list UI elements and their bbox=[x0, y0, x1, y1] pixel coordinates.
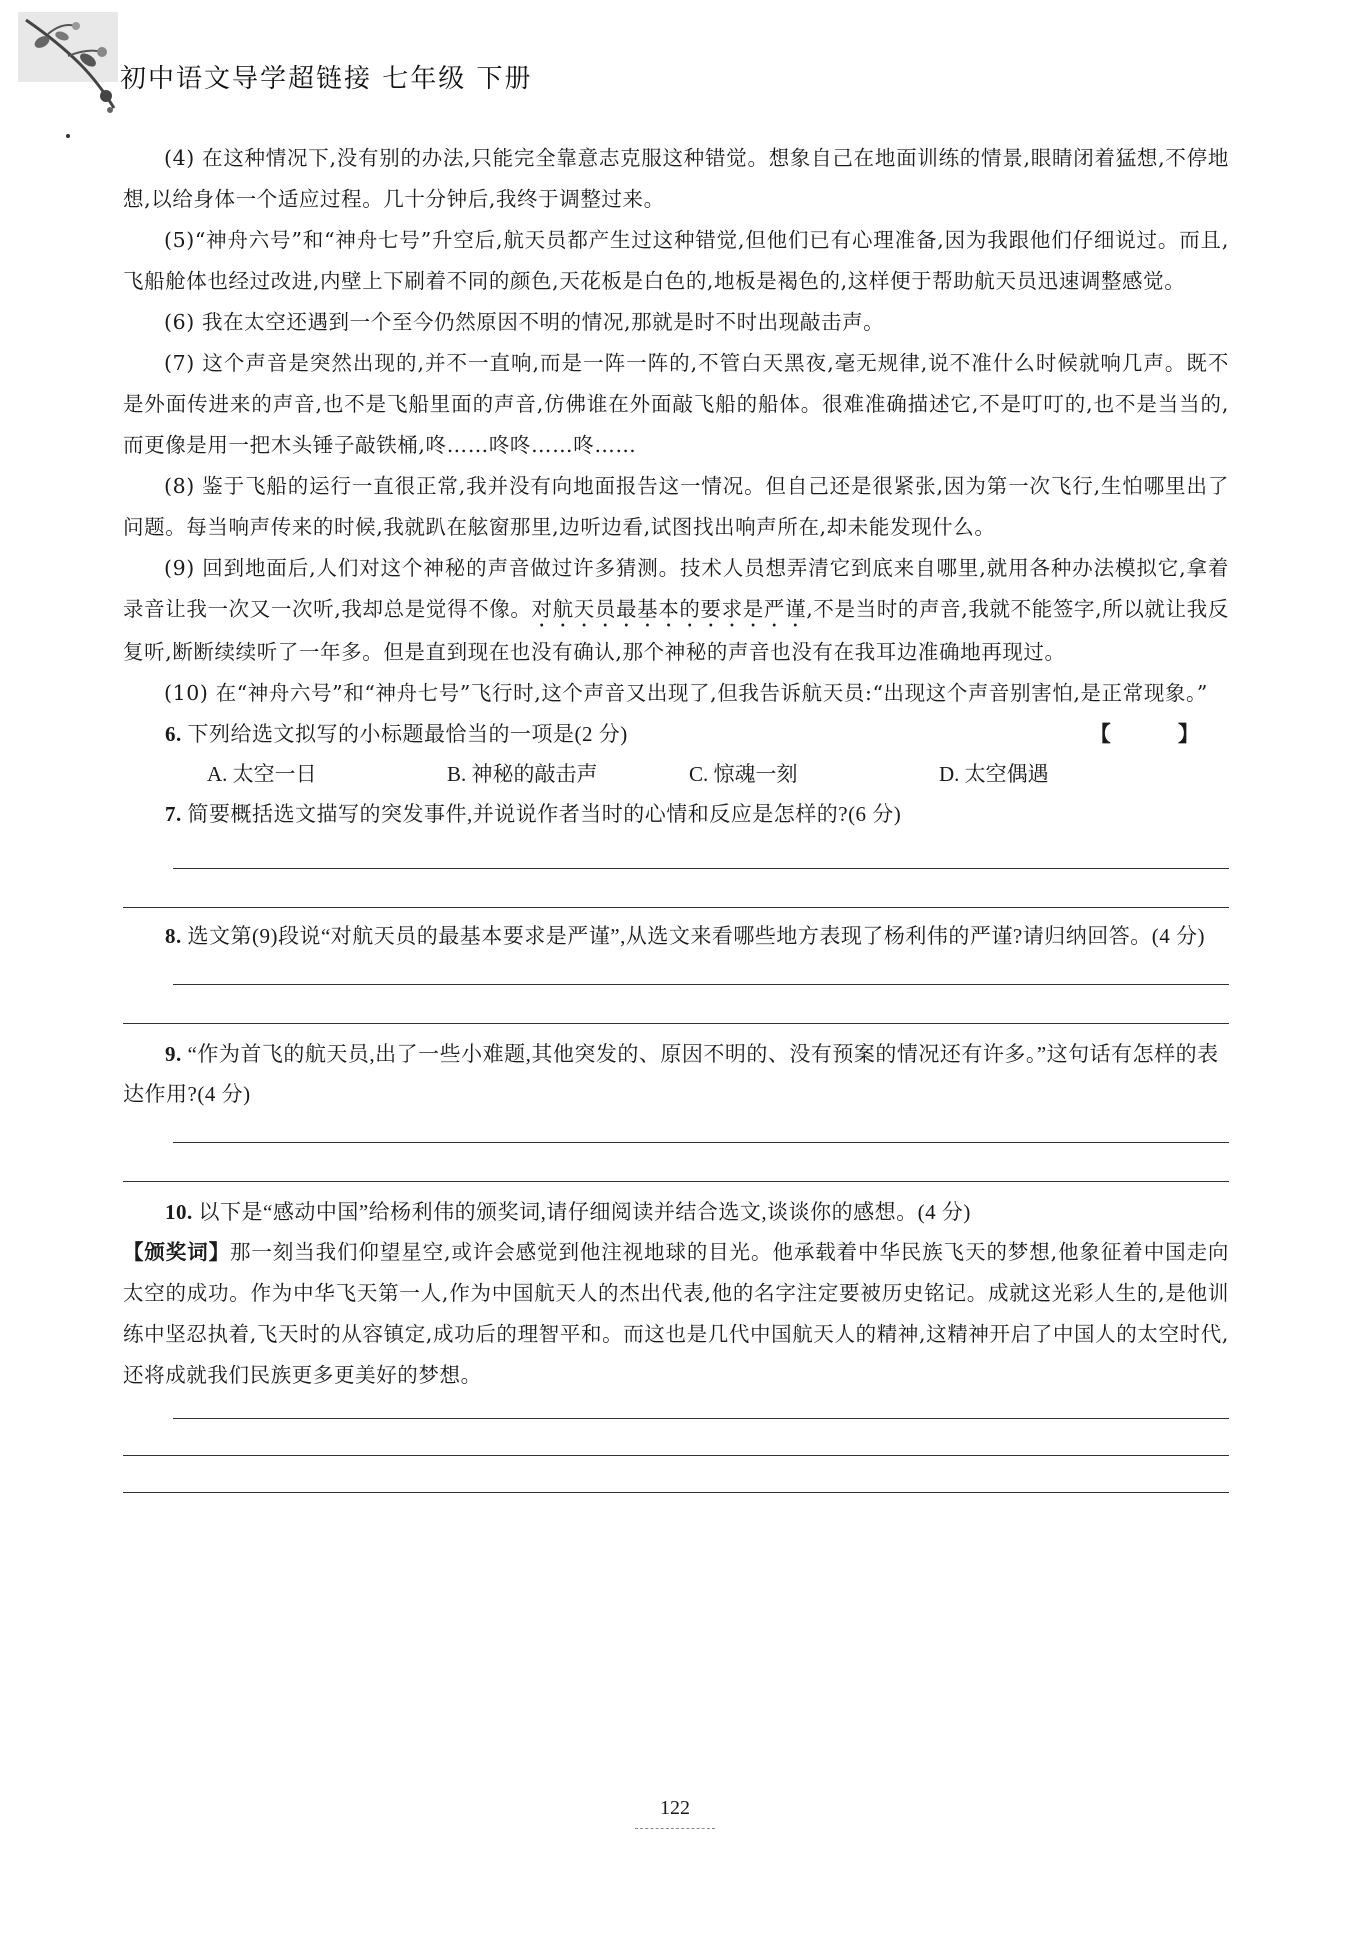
paragraph-8: (8) 鉴于飞船的运行一直很正常,我并没有向地面报告这一情况。但自己还是很紧张,因为第一次飞行,生怕哪里出了问题。每当响声传来的时候,我就趴在舷窗那里,边听边看,试图找出响声所在,却未能发现什么。 bbox=[123, 474, 1229, 539]
question-6-text: 下列给选文拟写的小标题最恰当的一项是(2 分) bbox=[187, 722, 628, 746]
question-9 bbox=[123, 1034, 1229, 1114]
option-a[interactable]: A. 太空一日 bbox=[207, 762, 317, 786]
question-10 bbox=[123, 1192, 1229, 1232]
page-number: 122 bbox=[660, 1797, 690, 1819]
award-label: 【颁奖词】 bbox=[123, 1240, 231, 1264]
question-9-text: “作为首飞的航天员,出了一些小难题,其他突发的、原因不明的、没有预案的情况还有许多。”这句话有怎样的表达作用?(4 分) bbox=[123, 1042, 1219, 1106]
book-title: 初中语文导学超链接 七年级 下册 bbox=[120, 64, 533, 94]
question-9-number: 9. bbox=[165, 1042, 182, 1066]
question-10-number: 10. bbox=[165, 1200, 193, 1224]
page-number-underline bbox=[635, 1828, 715, 1829]
paragraph-5: (5)“神舟六号”和“神舟七号”升空后,航天员都产生过这种错觉,但他们已有心理准备,因为我跟他们仔细说过。而且,飞船舱体也经过改进,内壁上下刷着不同的颜色,天花板是白色的,地板是褐色的,这样便于帮助航天员迅速调整感觉。 bbox=[123, 228, 1229, 293]
award-text bbox=[123, 1232, 1229, 1396]
paragraph-9 bbox=[123, 548, 1229, 673]
option-d[interactable]: D. 太空偶遇 bbox=[939, 762, 1049, 786]
award-body: 那一刻当我们仰望星空,或许会感觉到他注视地球的目光。他承载着中华民族飞天的梦想,他象征着中国走向太空的成功。作为中华飞天第一人,作为中国航天人的杰出代表,他的名字注定要被历史铭记。成就这光彩人生的,是他训练中坚忍执着,飞天时的从容镇定,成功后的理智平和。而这也是几代中国航天人的精神,这精神开启了中国人的太空时代,还将成就我们民族更多更美好的梦想。 bbox=[123, 1240, 1229, 1387]
plum-blossom-decoration bbox=[18, 12, 128, 140]
question-8-text: 选文第(9)段说“对航天员的最基本要求是严谨”,从选文来看哪些地方表现了杨利伟的严谨?请归纳回答。(4 分) bbox=[187, 924, 1205, 948]
paragraph-9-before: (9) 回到地面后,人们对这个神秘的声音做过许多猜测。技术人员想弄清它到底来自哪里,就用各种办法模拟它,拿着录音让我一次又一次听,我却总是觉得不像。 bbox=[123, 556, 1229, 621]
paragraph-7: (7) 这个声音是突然出现的,并不一直响,而是一阵一阵的,不管白天黑夜,毫无规律,说不准什么时候就响几声。既不是外面传进来的声音,也不是飞船里面的声音,仿佛谁在外面敲飞船的船体。很难准确描述它,不是叮叮的,也不是当当的,而更像是用一把木头锤子敲铁桶,咚……咚咚……咚…… bbox=[123, 351, 1229, 457]
question-6-options bbox=[123, 754, 1229, 794]
question-8 bbox=[123, 916, 1229, 956]
option-c[interactable]: C. 惊魂一刻 bbox=[689, 762, 798, 786]
paragraph-9-after: ,不是当时的声音,我就不能签字,所以就让我反复听,断断续续听了一年多。但是直到现在也没有确认,那个神秘的声音也没有在我耳边准确地再现过。 bbox=[123, 597, 1230, 664]
question-7 bbox=[123, 794, 1229, 834]
question-6 bbox=[123, 714, 1229, 754]
header bbox=[0, 0, 1350, 140]
main-content bbox=[123, 138, 1229, 1493]
question-8-number: 8. bbox=[165, 924, 182, 948]
paragraph-4: (4) 在这种情况下,没有别的办法,只能完全靠意志克服这种错觉。想象自己在地面训练的情景,眼睛闭着猛想,不停地想,以给身体一个适应过程。几十分钟后,我终于调整过来。 bbox=[123, 146, 1229, 211]
paragraph-9-emphasis: 对航天员最基本的要求是严谨 bbox=[531, 597, 807, 621]
question-6-number: 6. bbox=[165, 722, 182, 746]
option-b[interactable]: B. 神秘的敲击声 bbox=[447, 762, 598, 786]
paragraph-10: (10) 在“神舟六号”和“神舟七号”飞行时,这个声音又出现了,但我告诉航天员:“出现这个声音别害怕,是正常现象。” bbox=[164, 681, 1208, 705]
answer-line[interactable] bbox=[123, 1492, 1229, 1493]
question-10-text: 以下是“感动中国”给杨利伟的颁奖词,请仔细阅读并结合选文,谈谈你的感想。(4 分) bbox=[198, 1200, 971, 1224]
answer-bracket[interactable]: 【 】 bbox=[1089, 721, 1229, 746]
question-7-number: 7. bbox=[165, 802, 182, 826]
paragraph-6: (6) 我在太空还遇到一个至今仍然原因不明的情况,那就是时不时出现敲击声。 bbox=[164, 310, 885, 334]
question-7-text: 简要概括选文描写的突发事件,并说说作者当时的心情和反应是怎样的?(6 分) bbox=[187, 802, 902, 826]
